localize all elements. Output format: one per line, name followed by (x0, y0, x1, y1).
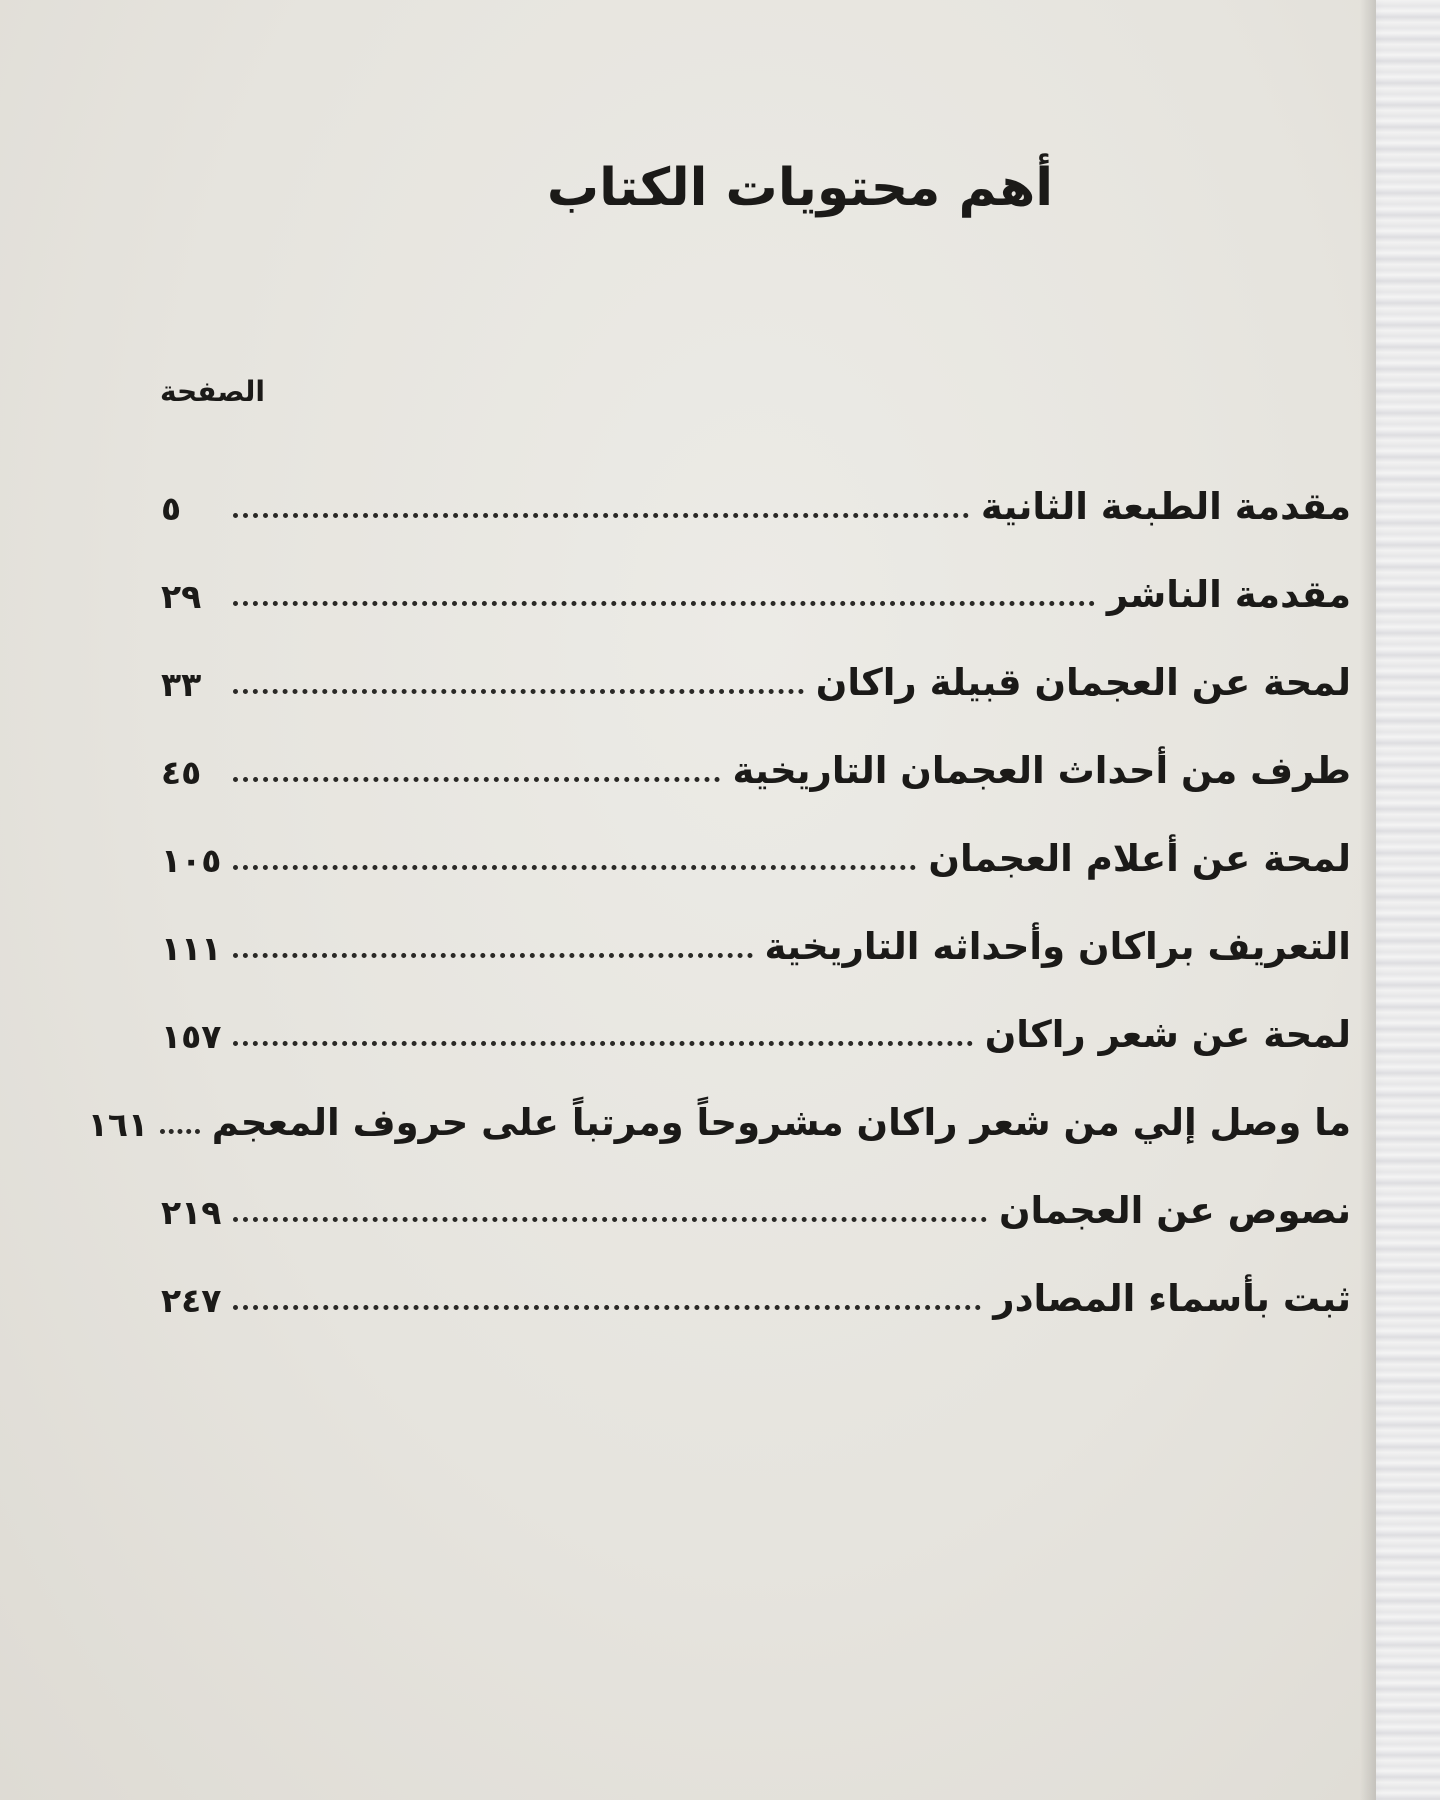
toc-entry-title: طرف من أحداث العجمان التاريخية (732, 749, 1351, 792)
dot-leader (233, 865, 916, 870)
toc-entry-page: ١٦١ (87, 1105, 149, 1144)
dot-leader (233, 601, 1095, 606)
page-title: أهم محتويات الكتاب (546, 158, 1054, 218)
toc-entry (161, 528, 1351, 616)
dot-leader (233, 1305, 981, 1310)
dot-leader (233, 689, 804, 694)
toc-entry-page: ٢٤٧ (161, 1281, 222, 1320)
dot-leader (233, 1041, 973, 1046)
toc-entry (161, 440, 1351, 528)
toc-entry-title: التعريف براكان وأحداثه التاريخية (764, 925, 1351, 968)
dot-leader (233, 953, 753, 958)
page-edges (1376, 0, 1440, 1800)
toc-entry-title: نصوص عن العجمان (998, 1189, 1351, 1232)
toc-entry-page: ١٥٧ (161, 1017, 222, 1056)
toc-entry-title: لمحة عن أعلام العجمان (928, 837, 1351, 880)
toc-entry-title: مقدمة الطبعة الثانية (980, 485, 1351, 528)
toc-entry-page: ٢١٩ (161, 1193, 222, 1232)
toc-entry-title: ما وصل إلي من شعر راكان مشروحاً ومرتباً على حروف المعجم (211, 1101, 1351, 1144)
toc-entry-title: لمحة عن العجمان قبيلة راكان (815, 661, 1351, 704)
toc-entry (161, 616, 1351, 704)
toc-list (87, 440, 1351, 1320)
toc-entry-title: مقدمة الناشر (1106, 573, 1351, 616)
toc-entry (161, 880, 1351, 968)
toc-entry-page: ١٠٥ (161, 841, 222, 880)
toc-entry (161, 1232, 1351, 1320)
toc-entry (161, 704, 1351, 792)
toc-entry-page: ٥ (161, 489, 182, 528)
toc-entry-page: ٢٩ (161, 577, 202, 616)
toc-entry-title: لمحة عن شعر راكان (984, 1013, 1351, 1056)
dot-leader (233, 1217, 987, 1222)
toc-entry (161, 968, 1351, 1056)
toc-entry (161, 792, 1351, 880)
dot-leader (160, 1129, 200, 1134)
toc-entry-page: ١١١ (161, 929, 222, 968)
toc-entry-page: ٤٥ (161, 753, 202, 792)
toc-entry (87, 1056, 1351, 1144)
dot-leader (233, 513, 969, 518)
dot-leader (233, 777, 720, 782)
page-column-label: الصفحة (160, 375, 266, 408)
toc-entry (161, 1144, 1351, 1232)
page-shadow (1360, 0, 1376, 1800)
toc-entry-page: ٣٣ (161, 665, 202, 704)
toc-entry-title: ثبت بأسماء المصادر (993, 1277, 1351, 1320)
